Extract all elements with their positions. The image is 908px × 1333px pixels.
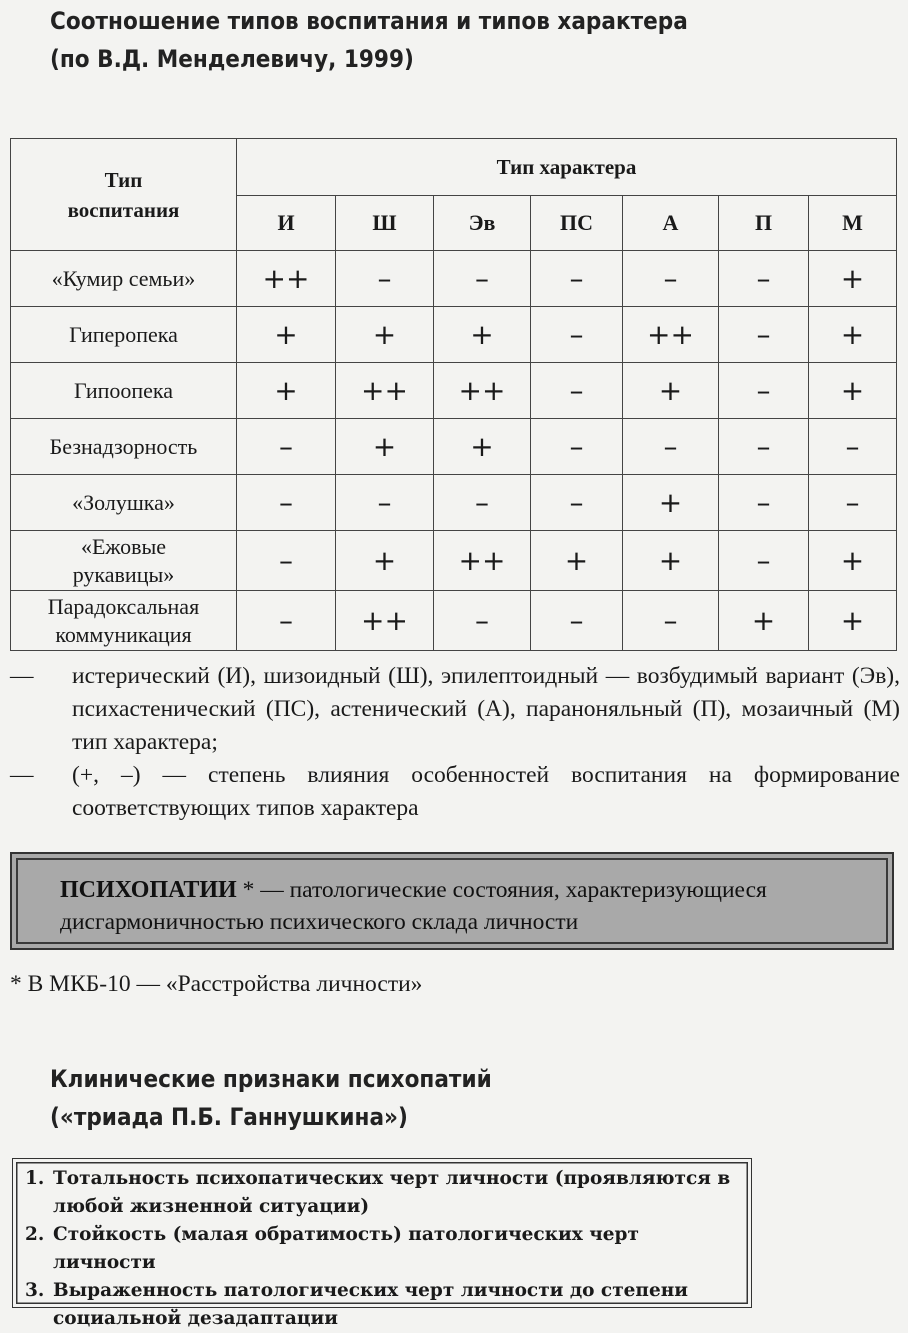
definition-term: ПСИХОПАТИИ: [60, 877, 237, 903]
list-item: [25, 1277, 741, 1333]
table-cell: –: [719, 531, 809, 591]
table-cell: +: [623, 363, 719, 419]
table-cell: –: [719, 419, 809, 475]
table-cell: +: [809, 307, 897, 363]
column-header: И: [237, 196, 336, 251]
definition-box: [10, 852, 894, 950]
item-number: 3.: [25, 1280, 45, 1301]
row-label: Парадоксальная коммуникация: [11, 591, 237, 651]
table-cell: +: [434, 307, 531, 363]
table-cell: +: [809, 363, 897, 419]
table-row: [11, 475, 897, 531]
table-cell: –: [237, 591, 336, 651]
table-cell: +: [719, 591, 809, 651]
table-cell: –: [434, 251, 531, 307]
footnote: * В МКБ-10 — «Расстройства личности»: [10, 971, 423, 997]
table-cell: +: [237, 307, 336, 363]
table-cell: +: [434, 419, 531, 475]
legend-text: (+, –) — степень влияния особенностей воспитания на формирование соответствующих типов характера: [72, 762, 900, 821]
row-label: «Ежовые рукавицы»: [11, 531, 237, 591]
table-cell: –: [237, 475, 336, 531]
table-cell: –: [336, 475, 434, 531]
table-cell: +: [336, 531, 434, 591]
table-cell: –: [531, 419, 623, 475]
legend-dash: —: [10, 762, 34, 788]
table-cell: –: [434, 475, 531, 531]
table-row: [11, 531, 897, 591]
item-text: Выраженность патологических черт личности до степени социальной дезадаптации: [53, 1280, 689, 1329]
table-row: [11, 363, 897, 419]
column-header: М: [809, 196, 897, 251]
row-header-cell: Тип воспитания: [11, 139, 237, 251]
table-cell: +: [336, 419, 434, 475]
title-line-2: (по В.Д. Менделевичу, 1999): [50, 45, 414, 73]
column-header: А: [623, 196, 719, 251]
row-label: Гиперопека: [11, 307, 237, 363]
table-cell: –: [809, 419, 897, 475]
column-header: П: [719, 196, 809, 251]
table-cell: –: [336, 251, 434, 307]
table-cell: ++: [434, 531, 531, 591]
item-text: Стойкость (малая обратимость) патологических черт личности: [53, 1224, 639, 1273]
table-row: [11, 419, 897, 475]
table-cell: –: [237, 531, 336, 591]
table-cell: –: [719, 307, 809, 363]
item-number: 2.: [25, 1224, 45, 1245]
table-row: [11, 307, 897, 363]
table-cell: +: [237, 363, 336, 419]
table-cell: ++: [336, 591, 434, 651]
page-title: [50, 2, 688, 78]
table-cell: +: [809, 591, 897, 651]
column-header: Ш: [336, 196, 434, 251]
table-cell: –: [623, 251, 719, 307]
table-cell: +: [623, 531, 719, 591]
row-label: «Кумир семьи»: [11, 251, 237, 307]
table-cell: –: [434, 591, 531, 651]
table-cell: ++: [237, 251, 336, 307]
table-cell: –: [809, 475, 897, 531]
table-cell: +: [809, 251, 897, 307]
table-cell: –: [623, 419, 719, 475]
table-cell: ++: [623, 307, 719, 363]
table-cell: –: [531, 307, 623, 363]
section-title: [50, 1060, 492, 1136]
list-item: [25, 1165, 741, 1221]
section-title-line-1: Клинические признаки психопатий: [50, 1065, 492, 1093]
table-cell: –: [719, 475, 809, 531]
section-title-line-2: («триада П.Б. Ганнушкина»): [50, 1103, 408, 1131]
legend-dash: —: [10, 663, 34, 689]
table-cell: –: [531, 475, 623, 531]
table-cell: +: [531, 531, 623, 591]
footnote-marker: *: [236, 877, 261, 903]
row-label: «Золушка»: [11, 475, 237, 531]
table-cell: +: [809, 531, 897, 591]
item-text: Тотальность психопатических черт личности (проявляются в любой жизненной ситуации): [53, 1168, 731, 1217]
row-label: Безнадзорность: [11, 419, 237, 475]
group-header-cell: Тип характера: [237, 139, 897, 196]
table-cell: –: [719, 251, 809, 307]
table-cell: ++: [336, 363, 434, 419]
table-cell: +: [336, 307, 434, 363]
triad-list: [25, 1165, 741, 1333]
legend-item: [0, 660, 900, 759]
table-row: [11, 251, 897, 307]
legend-text: истерический (И), шизоидный (Ш), эпилептоидный — возбудимый вариант (Эв), психастенический (ПС), астенический (А), параноняльный (П), мозаичный (М) тип характера;: [72, 663, 900, 755]
legend-item: [0, 759, 900, 825]
table-cell: –: [623, 591, 719, 651]
table-cell: –: [237, 419, 336, 475]
row-label: Гипоопека: [11, 363, 237, 419]
table-row: [11, 591, 897, 651]
table-cell: –: [531, 591, 623, 651]
upbringing-character-table: [10, 138, 897, 651]
column-header: ПС: [531, 196, 623, 251]
table-cell: +: [623, 475, 719, 531]
definition-text: — патологические состояния, характеризующиеся дисгармоничностью психического склада личности: [60, 877, 767, 935]
list-item: [25, 1221, 741, 1277]
table-cell: ++: [434, 363, 531, 419]
table-cell: –: [719, 363, 809, 419]
table-cell: –: [531, 363, 623, 419]
column-header: Эв: [434, 196, 531, 251]
table-cell: –: [531, 251, 623, 307]
item-number: 1.: [25, 1168, 45, 1189]
table-legend: [0, 660, 900, 825]
title-line-1: Соотношение типов воспитания и типов характера: [50, 7, 688, 35]
triad-box: [12, 1158, 752, 1329]
